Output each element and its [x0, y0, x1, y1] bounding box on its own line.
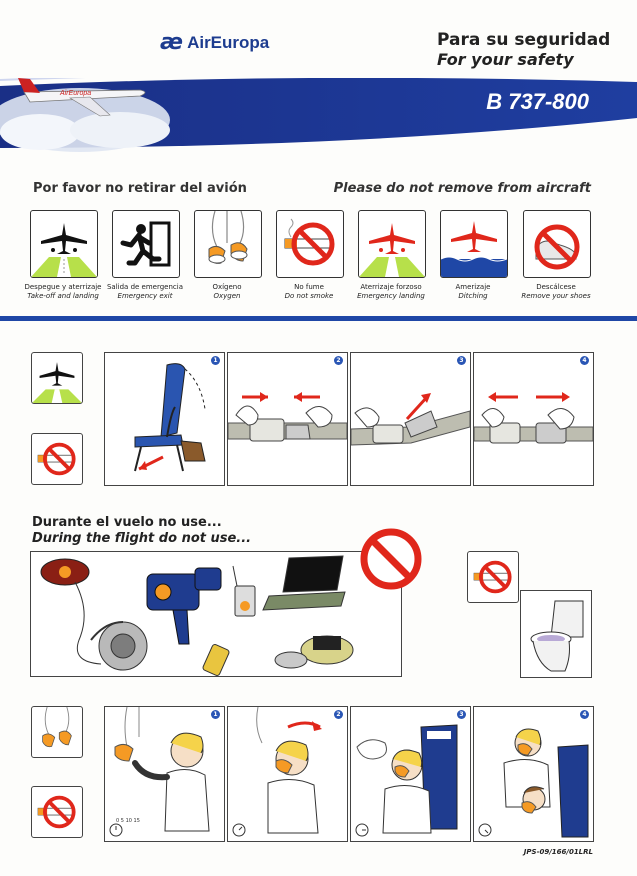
- timer-icon: [477, 818, 505, 838]
- takeoff-landing-icon: [31, 352, 83, 404]
- step-number: 2: [334, 710, 343, 719]
- video-camera-icon: [147, 568, 221, 644]
- remove-shoes-icon: [523, 210, 591, 278]
- flight-heading-spanish: Durante el vuelo no use...: [32, 515, 222, 530]
- emergency-exit-icon: [112, 210, 180, 278]
- pictogram-label: Salida de emergencia Emergency exit: [106, 283, 183, 300]
- svg-text:AirEuropa: AirEuropa: [60, 90, 92, 97]
- emergency-landing-icon: [358, 210, 426, 278]
- document-reference: JPS-09/166/01LRL: [523, 848, 593, 856]
- aircraft-model: B 737-800: [486, 89, 589, 114]
- pictogram-label: Aterrizaje forzoso Emergency landing: [357, 283, 425, 300]
- step-number: 2: [334, 356, 343, 365]
- lavatory-icon: [520, 590, 592, 678]
- step-number: 1: [211, 710, 220, 719]
- belt-step-panel: [227, 352, 348, 486]
- title-spanish: Para su seguridad: [437, 30, 611, 50]
- ditching-icon: [440, 210, 508, 278]
- no-smoking-icon: [467, 551, 519, 603]
- no-smoking-icon: [31, 433, 83, 485]
- radio-icon: [233, 566, 255, 616]
- pictogram-label: Despegue y aterrizaje Take-off and landing: [24, 283, 102, 300]
- step-number: 3: [457, 356, 466, 365]
- pictogram-label: Amerizaje Ditching: [455, 283, 491, 300]
- cd-player-icon: [41, 559, 89, 585]
- notice-english: Please do not remove from aircraft: [333, 181, 591, 196]
- pictogram-label: No fume Do not smoke: [284, 283, 334, 300]
- oxygen-mask-icon: [31, 706, 83, 758]
- title-english: For your safety: [437, 50, 574, 69]
- flight-heading-english: During the flight do not use...: [32, 531, 252, 546]
- airline-logo: [160, 30, 269, 55]
- belt-step-panel: [350, 352, 471, 486]
- prohibited-icon: [358, 526, 424, 592]
- laptop-icon: [263, 556, 345, 610]
- seat-upright-panel: [104, 352, 225, 486]
- notice-spanish: Por favor no retirar del avión: [33, 181, 247, 196]
- section-divider: [0, 316, 637, 321]
- step-number: 4: [580, 710, 589, 719]
- game-console-icon: [275, 636, 353, 668]
- belt-step-panel: [473, 352, 594, 486]
- aircraft-photo: [0, 60, 170, 152]
- timer-icon: [354, 818, 382, 838]
- logo-mark-icon: æ: [160, 30, 184, 55]
- electronics-panel: [30, 551, 402, 677]
- airline-name: AirEuropa: [187, 32, 270, 52]
- step-number: 3: [457, 710, 466, 719]
- takeoff-landing-icon: [30, 210, 98, 278]
- step-number: 1: [211, 356, 220, 365]
- headphones-icon: [91, 622, 147, 670]
- no-smoking-icon: [276, 210, 344, 278]
- oxygen-mask-icon: [194, 210, 262, 278]
- step-number: 4: [580, 356, 589, 365]
- mobile-phone-icon: [202, 644, 230, 676]
- no-smoking-icon: [31, 786, 83, 838]
- pictogram-label: Oxígeno Oxygen: [212, 283, 242, 300]
- timer-icon: [231, 818, 259, 838]
- pictogram-label: Descálcese Remove your shoes: [521, 283, 591, 300]
- timer-scale: 0 5 10 15: [116, 818, 140, 824]
